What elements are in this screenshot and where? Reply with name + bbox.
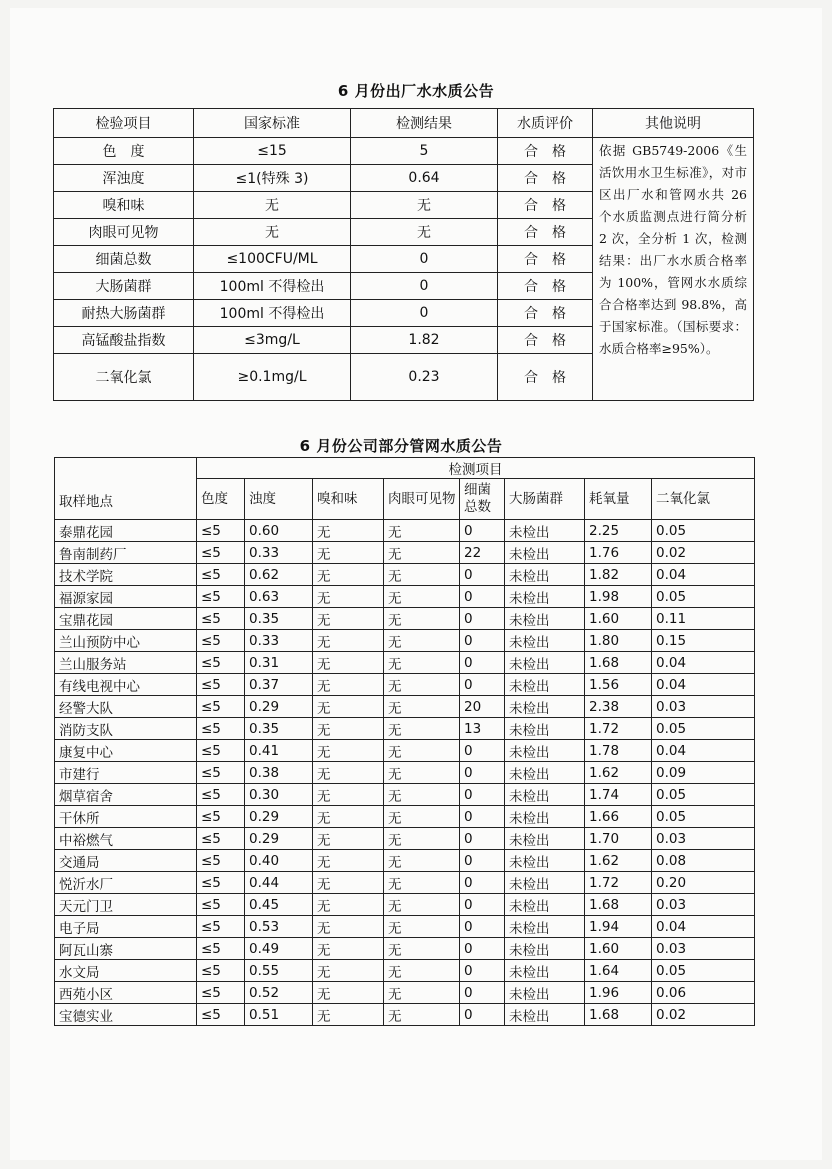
table1-header-row (54, 109, 754, 138)
odor-cell: 无 (313, 894, 384, 916)
header-visible-matter: 肉眼可见物 (384, 479, 460, 520)
coliform-cell: 未检出 (505, 828, 585, 850)
chlorine-dioxide-cell: 0.02 (652, 1004, 755, 1026)
color-cell: ≤5 (197, 696, 245, 718)
visible-matter-cell: 无 (384, 674, 460, 696)
standard-cell: ≤100CFU/ML (194, 246, 351, 273)
standard-cell: 100ml 不得检出 (194, 300, 351, 327)
table2-row (55, 564, 755, 586)
header-odor: 嗅和味 (313, 479, 384, 520)
bacteria-cell: 0 (460, 916, 505, 938)
site-cell: 西苑小区 (55, 982, 197, 1004)
evaluation-cell: 合格 (498, 327, 593, 354)
evaluation-cell: 合格 (498, 192, 593, 219)
bacteria-cell: 0 (460, 674, 505, 696)
header-standard: 国家标准 (194, 109, 351, 138)
turbidity-cell: 0.30 (245, 784, 313, 806)
bacteria-cell: 0 (460, 740, 505, 762)
visible-matter-cell: 无 (384, 696, 460, 718)
item-cell: 嗅和味 (54, 192, 194, 219)
turbidity-cell: 0.51 (245, 1004, 313, 1026)
chlorine-dioxide-cell: 0.05 (652, 586, 755, 608)
item-cell: 二氧化氯 (54, 354, 194, 401)
bacteria-cell: 0 (460, 806, 505, 828)
coliform-cell: 未检出 (505, 652, 585, 674)
chlorine-dioxide-cell: 0.04 (652, 564, 755, 586)
header-item: 检验项目 (54, 109, 194, 138)
network-water-table (54, 457, 755, 1026)
turbidity-cell: 0.52 (245, 982, 313, 1004)
site-cell: 中裕燃气 (55, 828, 197, 850)
visible-matter-cell: 无 (384, 894, 460, 916)
bacteria-cell: 0 (460, 630, 505, 652)
table2-row (55, 1004, 755, 1026)
site-cell: 天元门卫 (55, 894, 197, 916)
header-site: 取样地点 (55, 458, 197, 520)
site-cell: 消防支队 (55, 718, 197, 740)
result-cell: 无 (351, 219, 498, 246)
odor-cell: 无 (313, 630, 384, 652)
oxygen-consumption-cell: 1.78 (585, 740, 652, 762)
oxygen-consumption-cell: 1.72 (585, 872, 652, 894)
odor-cell: 无 (313, 762, 384, 784)
odor-cell: 无 (313, 806, 384, 828)
chlorine-dioxide-cell: 0.05 (652, 806, 755, 828)
table2-row (55, 960, 755, 982)
visible-matter-cell: 无 (384, 872, 460, 894)
coliform-cell: 未检出 (505, 674, 585, 696)
site-cell: 交通局 (55, 850, 197, 872)
bacteria-cell: 0 (460, 608, 505, 630)
evaluation-cell: 合格 (498, 273, 593, 300)
table2-row (55, 608, 755, 630)
chlorine-dioxide-cell: 0.04 (652, 740, 755, 762)
site-cell: 干休所 (55, 806, 197, 828)
oxygen-consumption-cell: 1.68 (585, 894, 652, 916)
chlorine-dioxide-cell: 0.03 (652, 938, 755, 960)
coliform-cell: 未检出 (505, 806, 585, 828)
odor-cell: 无 (313, 960, 384, 982)
color-cell: ≤5 (197, 740, 245, 762)
coliform-cell: 未检出 (505, 586, 585, 608)
color-cell: ≤5 (197, 828, 245, 850)
bacteria-cell: 13 (460, 718, 505, 740)
turbidity-cell: 0.45 (245, 894, 313, 916)
odor-cell: 无 (313, 564, 384, 586)
standard-cell: ≥0.1mg/L (194, 354, 351, 401)
site-cell: 鲁南制药厂 (55, 542, 197, 564)
turbidity-cell: 0.38 (245, 762, 313, 784)
table1-row (54, 138, 754, 165)
visible-matter-cell: 无 (384, 564, 460, 586)
bacteria-cell: 20 (460, 696, 505, 718)
coliform-cell: 未检出 (505, 894, 585, 916)
site-cell: 阿瓦山寨 (55, 938, 197, 960)
odor-cell: 无 (313, 784, 384, 806)
item-cell: 耐热大肠菌群 (54, 300, 194, 327)
header-turbidity: 浊度 (245, 479, 313, 520)
table2-row (55, 542, 755, 564)
oxygen-consumption-cell: 1.66 (585, 806, 652, 828)
table2-row (55, 806, 755, 828)
turbidity-cell: 0.62 (245, 564, 313, 586)
table2-group-row (55, 458, 755, 479)
site-cell: 宝鼎花园 (55, 608, 197, 630)
coliform-cell: 未检出 (505, 872, 585, 894)
chlorine-dioxide-cell: 0.03 (652, 894, 755, 916)
visible-matter-cell: 无 (384, 1004, 460, 1026)
table2-row (55, 630, 755, 652)
standard-cell: 无 (194, 219, 351, 246)
oxygen-consumption-cell: 1.60 (585, 938, 652, 960)
oxygen-consumption-cell: 2.38 (585, 696, 652, 718)
header-coliform: 大肠菌群 (505, 479, 585, 520)
color-cell: ≤5 (197, 916, 245, 938)
chlorine-dioxide-cell: 0.08 (652, 850, 755, 872)
odor-cell: 无 (313, 718, 384, 740)
oxygen-consumption-cell: 1.62 (585, 762, 652, 784)
turbidity-cell: 0.29 (245, 696, 313, 718)
bacteria-cell: 0 (460, 762, 505, 784)
result-cell: 0.64 (351, 165, 498, 192)
odor-cell: 无 (313, 1004, 384, 1026)
site-cell: 有线电视中心 (55, 674, 197, 696)
oxygen-consumption-cell: 1.94 (585, 916, 652, 938)
bacteria-cell: 0 (460, 586, 505, 608)
oxygen-consumption-cell: 1.64 (585, 960, 652, 982)
site-cell: 宝德实业 (55, 1004, 197, 1026)
visible-matter-cell: 无 (384, 784, 460, 806)
site-cell: 悦沂水厂 (55, 872, 197, 894)
oxygen-consumption-cell: 1.80 (585, 630, 652, 652)
color-cell: ≤5 (197, 1004, 245, 1026)
oxygen-consumption-cell: 1.68 (585, 652, 652, 674)
visible-matter-cell: 无 (384, 938, 460, 960)
color-cell: ≤5 (197, 652, 245, 674)
color-cell: ≤5 (197, 674, 245, 696)
site-cell: 泰鼎花园 (55, 520, 197, 542)
bacteria-cell: 0 (460, 850, 505, 872)
odor-cell: 无 (313, 850, 384, 872)
turbidity-cell: 0.40 (245, 850, 313, 872)
site-cell: 市建行 (55, 762, 197, 784)
coliform-cell: 未检出 (505, 740, 585, 762)
bacteria-cell: 0 (460, 828, 505, 850)
chlorine-dioxide-cell: 0.03 (652, 828, 755, 850)
result-cell: 1.82 (351, 327, 498, 354)
color-cell: ≤5 (197, 806, 245, 828)
coliform-cell: 未检出 (505, 762, 585, 784)
table2-row (55, 718, 755, 740)
evaluation-cell: 合格 (498, 219, 593, 246)
factory-water-table (53, 108, 754, 401)
color-cell: ≤5 (197, 850, 245, 872)
header-color: 色度 (197, 479, 245, 520)
chlorine-dioxide-cell: 0.03 (652, 696, 755, 718)
oxygen-consumption-cell: 1.68 (585, 1004, 652, 1026)
chlorine-dioxide-cell: 0.05 (652, 784, 755, 806)
coliform-cell: 未检出 (505, 718, 585, 740)
coliform-cell: 未检出 (505, 1004, 585, 1026)
network-water-title: 6 月份公司部分管网水质公告 (299, 437, 503, 455)
color-cell: ≤5 (197, 960, 245, 982)
chlorine-dioxide-cell: 0.04 (652, 674, 755, 696)
color-cell: ≤5 (197, 938, 245, 960)
table2-row (55, 520, 755, 542)
chlorine-dioxide-cell: 0.05 (652, 520, 755, 542)
table2-row (55, 872, 755, 894)
header-oxygen-consumption: 耗氧量 (585, 479, 652, 520)
coliform-cell: 未检出 (505, 630, 585, 652)
color-cell: ≤5 (197, 564, 245, 586)
coliform-cell: 未检出 (505, 982, 585, 1004)
turbidity-cell: 0.37 (245, 674, 313, 696)
header-result: 检测结果 (351, 109, 498, 138)
visible-matter-cell: 无 (384, 806, 460, 828)
table2-row (55, 784, 755, 806)
site-cell: 康复中心 (55, 740, 197, 762)
coliform-cell: 未检出 (505, 696, 585, 718)
coliform-cell: 未检出 (505, 938, 585, 960)
header-evaluation: 水质评价 (498, 109, 593, 138)
bacteria-cell: 0 (460, 938, 505, 960)
odor-cell: 无 (313, 652, 384, 674)
chlorine-dioxide-cell: 0.20 (652, 872, 755, 894)
bacteria-cell: 0 (460, 1004, 505, 1026)
standard-cell: ≤15 (194, 138, 351, 165)
result-cell: 0 (351, 300, 498, 327)
visible-matter-cell: 无 (384, 960, 460, 982)
standard-cell: ≤1(特殊 3) (194, 165, 351, 192)
color-cell: ≤5 (197, 542, 245, 564)
oxygen-consumption-cell: 1.72 (585, 718, 652, 740)
oxygen-consumption-cell: 1.70 (585, 828, 652, 850)
odor-cell: 无 (313, 828, 384, 850)
turbidity-cell: 0.33 (245, 542, 313, 564)
turbidity-cell: 0.35 (245, 718, 313, 740)
color-cell: ≤5 (197, 762, 245, 784)
header-chlorine-dioxide: 二氧化氯 (652, 479, 755, 520)
turbidity-cell: 0.63 (245, 586, 313, 608)
color-cell: ≤5 (197, 608, 245, 630)
header-test-items: 检测项目 (197, 458, 755, 479)
bacteria-cell: 0 (460, 784, 505, 806)
table2-row (55, 894, 755, 916)
oxygen-consumption-cell: 1.98 (585, 586, 652, 608)
item-cell: 浑浊度 (54, 165, 194, 192)
color-cell: ≤5 (197, 872, 245, 894)
oxygen-consumption-cell: 1.82 (585, 564, 652, 586)
oxygen-consumption-cell: 1.96 (585, 982, 652, 1004)
bacteria-cell: 0 (460, 520, 505, 542)
color-cell: ≤5 (197, 520, 245, 542)
odor-cell: 无 (313, 740, 384, 762)
visible-matter-cell: 无 (384, 916, 460, 938)
coliform-cell: 未检出 (505, 564, 585, 586)
result-cell: 0.23 (351, 354, 498, 401)
oxygen-consumption-cell: 1.60 (585, 608, 652, 630)
standard-cell: 无 (194, 192, 351, 219)
standard-cell: ≤3mg/L (194, 327, 351, 354)
color-cell: ≤5 (197, 784, 245, 806)
table2-row (55, 982, 755, 1004)
turbidity-cell: 0.44 (245, 872, 313, 894)
coliform-cell: 未检出 (505, 520, 585, 542)
table2-row (55, 652, 755, 674)
odor-cell: 无 (313, 872, 384, 894)
bacteria-cell: 0 (460, 982, 505, 1004)
visible-matter-cell: 无 (384, 982, 460, 1004)
odor-cell: 无 (313, 674, 384, 696)
color-cell: ≤5 (197, 630, 245, 652)
visible-matter-cell: 无 (384, 652, 460, 674)
oxygen-consumption-cell: 1.74 (585, 784, 652, 806)
turbidity-cell: 0.41 (245, 740, 313, 762)
standard-cell: 100ml 不得检出 (194, 273, 351, 300)
chlorine-dioxide-cell: 0.04 (652, 652, 755, 674)
table2-row (55, 916, 755, 938)
turbidity-cell: 0.31 (245, 652, 313, 674)
bacteria-cell: 0 (460, 960, 505, 982)
header-bacteria: 细菌总数 (460, 479, 505, 520)
bacteria-cell: 0 (460, 894, 505, 916)
item-cell: 高锰酸盐指数 (54, 327, 194, 354)
chlorine-dioxide-cell: 0.06 (652, 982, 755, 1004)
coliform-cell: 未检出 (505, 784, 585, 806)
result-cell: 0 (351, 246, 498, 273)
visible-matter-cell: 无 (384, 718, 460, 740)
odor-cell: 无 (313, 696, 384, 718)
table2-row (55, 586, 755, 608)
site-cell: 电子局 (55, 916, 197, 938)
table2-row (55, 740, 755, 762)
table2-row (55, 938, 755, 960)
evaluation-cell: 合格 (498, 246, 593, 273)
color-cell: ≤5 (197, 718, 245, 740)
odor-cell: 无 (313, 916, 384, 938)
item-cell: 大肠菌群 (54, 273, 194, 300)
color-cell: ≤5 (197, 586, 245, 608)
turbidity-cell: 0.35 (245, 608, 313, 630)
table2-row (55, 850, 755, 872)
site-cell: 烟草宿舍 (55, 784, 197, 806)
turbidity-cell: 0.49 (245, 938, 313, 960)
item-cell: 色 度 (54, 138, 194, 165)
result-cell: 0 (351, 273, 498, 300)
bacteria-cell: 0 (460, 872, 505, 894)
evaluation-cell: 合格 (498, 354, 593, 401)
visible-matter-cell: 无 (384, 850, 460, 872)
odor-cell: 无 (313, 542, 384, 564)
odor-cell: 无 (313, 938, 384, 960)
odor-cell: 无 (313, 608, 384, 630)
visible-matter-cell: 无 (384, 608, 460, 630)
coliform-cell: 未检出 (505, 850, 585, 872)
coliform-cell: 未检出 (505, 608, 585, 630)
evaluation-cell: 合格 (498, 165, 593, 192)
color-cell: ≤5 (197, 982, 245, 1004)
chlorine-dioxide-cell: 0.05 (652, 960, 755, 982)
site-cell: 福源家园 (55, 586, 197, 608)
header-notes: 其他说明 (593, 109, 754, 138)
visible-matter-cell: 无 (384, 828, 460, 850)
odor-cell: 无 (313, 586, 384, 608)
notes-cell: 依据 GB5749-2006《生活饮用水卫生标准》，对市区出厂水和管网水共 26 个水质监测点进行简分析 2 次，全分析 1 次，检测结果：出厂水水质合格率为 100%，管网水水质综合合格率达到 98.8%，高于国家标准。（国标要求：水质合格率≥95%）。 (593, 138, 754, 401)
oxygen-consumption-cell: 1.56 (585, 674, 652, 696)
turbidity-cell: 0.53 (245, 916, 313, 938)
chlorine-dioxide-cell: 0.15 (652, 630, 755, 652)
coliform-cell: 未检出 (505, 542, 585, 564)
oxygen-consumption-cell: 1.62 (585, 850, 652, 872)
visible-matter-cell: 无 (384, 520, 460, 542)
turbidity-cell: 0.60 (245, 520, 313, 542)
chlorine-dioxide-cell: 0.04 (652, 916, 755, 938)
item-cell: 肉眼可见物 (54, 219, 194, 246)
bacteria-cell: 0 (460, 652, 505, 674)
visible-matter-cell: 无 (384, 762, 460, 784)
visible-matter-cell: 无 (384, 740, 460, 762)
result-cell: 5 (351, 138, 498, 165)
site-cell: 技术学院 (55, 564, 197, 586)
visible-matter-cell: 无 (384, 630, 460, 652)
table2-row (55, 696, 755, 718)
chlorine-dioxide-cell: 0.11 (652, 608, 755, 630)
site-cell: 兰山预防中心 (55, 630, 197, 652)
bacteria-cell: 0 (460, 564, 505, 586)
chlorine-dioxide-cell: 0.05 (652, 718, 755, 740)
oxygen-consumption-cell: 1.76 (585, 542, 652, 564)
document-page (10, 8, 822, 1160)
visible-matter-cell: 无 (384, 542, 460, 564)
coliform-cell: 未检出 (505, 960, 585, 982)
odor-cell: 无 (313, 520, 384, 542)
result-cell: 无 (351, 192, 498, 219)
oxygen-consumption-cell: 2.25 (585, 520, 652, 542)
visible-matter-cell: 无 (384, 586, 460, 608)
site-cell: 水文局 (55, 960, 197, 982)
table2-row (55, 762, 755, 784)
bacteria-cell: 22 (460, 542, 505, 564)
site-cell: 兰山服务站 (55, 652, 197, 674)
turbidity-cell: 0.29 (245, 806, 313, 828)
table2-row (55, 828, 755, 850)
evaluation-cell: 合格 (498, 138, 593, 165)
turbidity-cell: 0.33 (245, 630, 313, 652)
turbidity-cell: 0.29 (245, 828, 313, 850)
item-cell: 细菌总数 (54, 246, 194, 273)
color-cell: ≤5 (197, 894, 245, 916)
coliform-cell: 未检出 (505, 916, 585, 938)
chlorine-dioxide-cell: 0.09 (652, 762, 755, 784)
factory-water-title: 6 月份出厂水水质公告 (337, 82, 495, 100)
evaluation-cell: 合格 (498, 300, 593, 327)
chlorine-dioxide-cell: 0.02 (652, 542, 755, 564)
turbidity-cell: 0.55 (245, 960, 313, 982)
site-cell: 经警大队 (55, 696, 197, 718)
odor-cell: 无 (313, 982, 384, 1004)
table2-row (55, 674, 755, 696)
